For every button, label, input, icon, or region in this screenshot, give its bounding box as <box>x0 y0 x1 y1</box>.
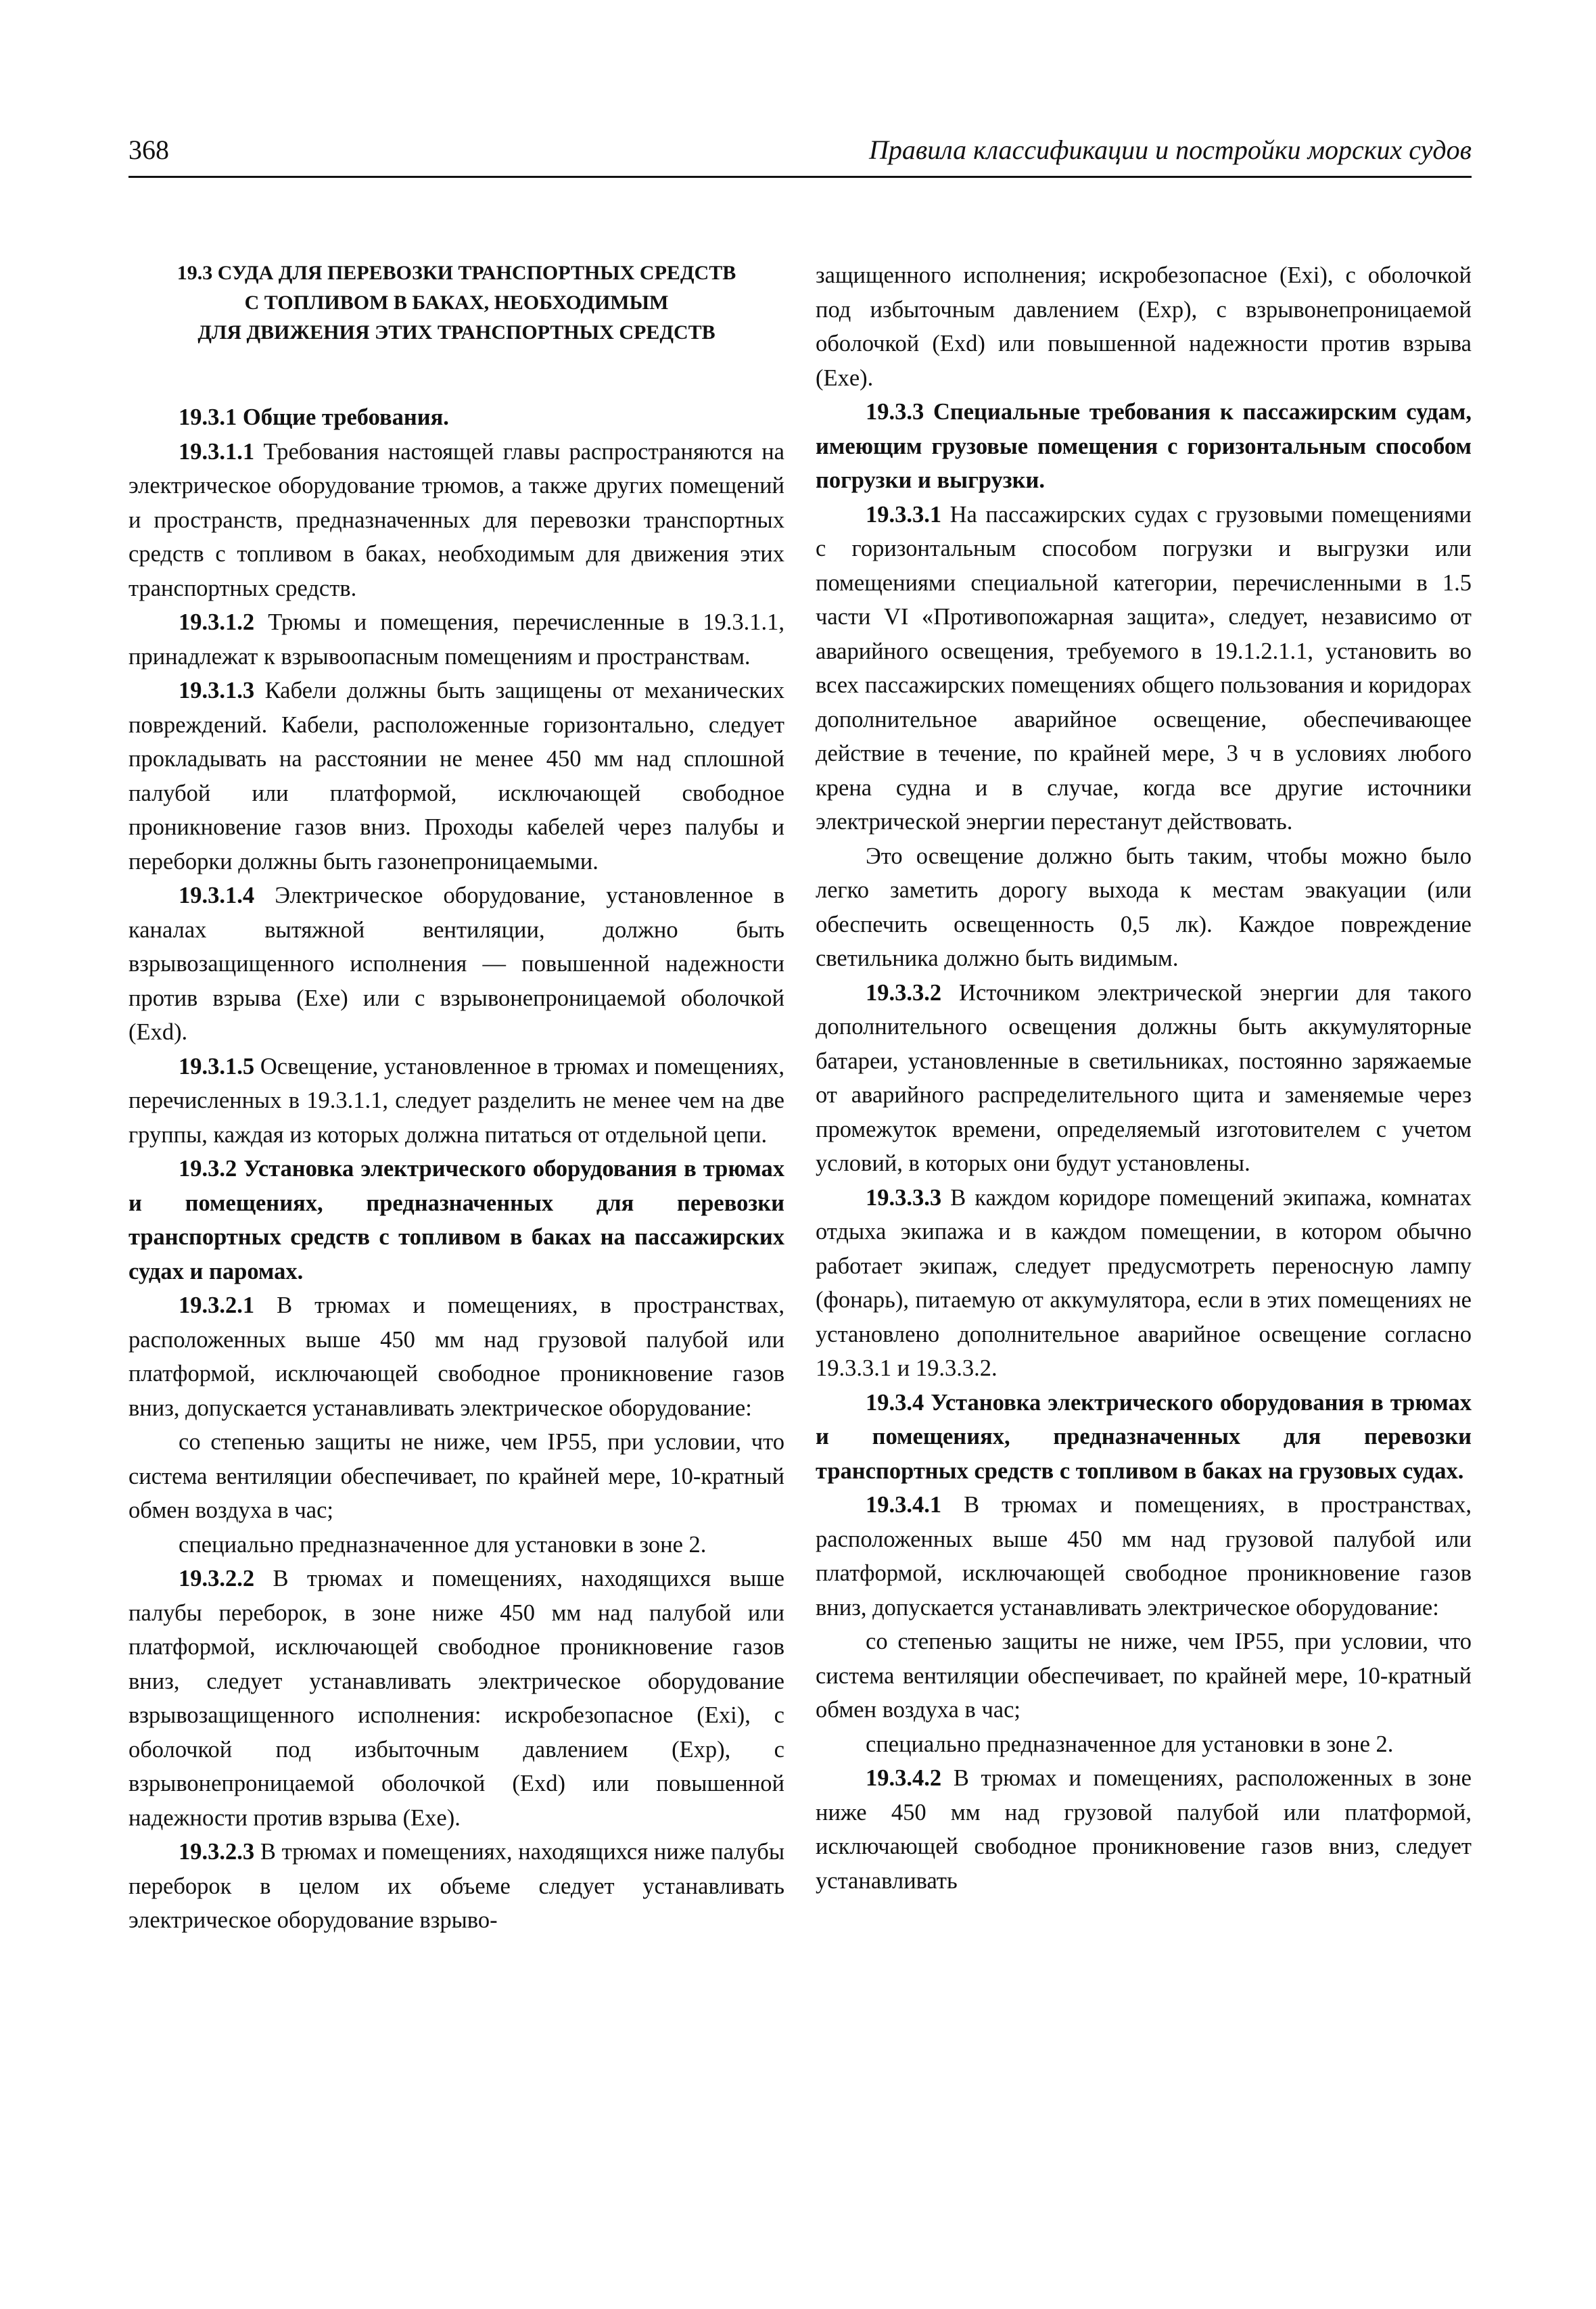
clause-text: специально предназначенное для установки в зоне 2. <box>866 1731 1394 1757</box>
paragraph <box>816 395 1472 498</box>
clause-number: 19.3.3.3 <box>866 1184 942 1211</box>
paragraph <box>128 605 784 674</box>
clause-number: 19.3.4.1 <box>866 1492 942 1518</box>
clause-number: 19.3.2.1 <box>179 1292 255 1318</box>
clause-number: 19.3.1.1 <box>179 438 255 465</box>
paragraph <box>816 1386 1472 1489</box>
clause-text: На пассажирских судах с грузовыми помещениями с горизонтальным способом погрузки и выгрузки или помещениями специальной категории, перечисленными в 1.5 части VI «Противопожарная защита», следует, независимо от аварийного освещения, требуемого в 19.1.2.1.1, установить во всех пассажирских помещениях общего пользования и коридорах дополнительное аварийное освещение, обеспечивающее действие в течение, по крайней мере, 3 ч в условиях любого крена судна и в случае, когда все другие источники электрической энергии перестанут действовать. <box>816 501 1472 835</box>
right-paragraphs <box>816 258 1472 1898</box>
clause-text: Источником электрической энергии для такого дополнительного освещения должны быть аккумуляторные батареи, установленные в светильниках, постоянно заряжаемые от аварийного распределительного щита и заменяемые через промежуток времени, определяемый изготовителем с учетом условий, в которых они будут установлены. <box>816 979 1472 1176</box>
paragraph <box>128 879 784 1050</box>
clause-number: 19.3.4.2 <box>866 1765 942 1791</box>
page-header <box>128 134 1472 178</box>
clause-text: В трюмах и помещениях, находящихся ниже палубы переборок в целом их объеме следует устанавливать электрическое оборудование взрыво- <box>128 1839 784 1933</box>
clause-number: 19.3.1.4 <box>179 883 255 908</box>
clause-text: Кабели должны быть защищены от механических повреждений. Кабели, расположенные горизонтально, следует прокладывать на расстоянии не менее 450 мм над сплошной палубой или платформой, исключающей свободное проникновение газов вниз. Проходы кабелей через палубы и переборки должны быть газонепроницаемыми. <box>128 678 784 874</box>
paragraph <box>816 1761 1472 1898</box>
paragraph <box>128 400 784 435</box>
clause-text: В трюмах и помещениях, в пространствах, расположенных выше 450 мм над грузовой палубой или платформой, исключающей свободное проникновение газов вниз, допускается устанавливать электрическое оборудование: <box>816 1492 1472 1620</box>
clause-text: В трюмах и помещениях, находящихся выше палубы переборок, в зоне ниже 450 мм над палубой или платформой, исключающей свободное проникновение газов вниз, следует устанавливать электрическое оборудование взрывозащищенного исполнения: искробезопасное (Exi), с оболочкой под избыточным давлением (Exp), с взрывонепроницаемой оболочкой (Exd) или повышенной надежности против взрыва (Exe). <box>128 1566 784 1831</box>
clause-number: 19.3.1.5 <box>179 1053 255 1079</box>
clause-number: 19.3.4 Установка электрического оборудования в трюмах и помещениях, предназначенных для перевозки транспортных средств с топливом в баках на грузовых судах. <box>816 1389 1472 1484</box>
paragraph <box>816 1181 1472 1386</box>
left-paragraphs <box>128 400 784 1938</box>
clause-text: со степенью защиты не ниже, чем IP55, при условии, что система вентиляции обеспечивает, по крайней мере, 10-кратный обмен воздуха в час; <box>816 1629 1472 1723</box>
running-title: Правила классификации и постройки морских судов <box>868 135 1472 165</box>
clause-text: Требования настоящей главы распространяются на электрическое оборудование трюмов, а также других помещений и пространств, предназначенных для перевозки транспортных средств с топливом в баках, необходимым для движения этих транспортных средств. <box>128 438 784 601</box>
paragraph <box>816 258 1472 395</box>
paragraph <box>128 1562 784 1835</box>
paragraph <box>128 1835 784 1938</box>
clause-text: защищенного исполнения; искробезопасное (Exi), с оболочкой под избыточным давлением (Exp), с взрывонепроницаемой оболочкой (Exd) или повышенной надежности против взрыва (Exe). <box>816 262 1472 391</box>
clause-number: 19.3.1 Общие требования. <box>179 404 449 430</box>
clause-text: Освещение, установленное в трюмах и помещениях, перечисленных в 19.3.1.1, следует разделить не менее чем на две группы, каждая из которых должна питаться от отдельной цепи. <box>128 1053 784 1148</box>
clause-text: Это освещение должно быть таким, чтобы можно было легко заметить дорогу выхода к местам эвакуации (или обеспечить освещенность 0,5 лк). Каждое повреждение светильника должно быть видимым. <box>816 843 1472 971</box>
clause-text: В каждом коридоре помещений экипажа, комнатах отдыха экипажа и в каждом помещении, в котором обычно работает экипаж, следует предусмотреть переносную лампу (фонарь), питаемую от аккумулятора, если в этих помещениях не установлено дополнительное аварийное освещение согласно 19.3.3.1 и 19.3.3.2. <box>816 1184 1472 1381</box>
section-title-line: ДЛЯ ДВИЖЕНИЯ ЭТИХ ТРАНСПОРТНЫХ СРЕДСТВ <box>197 321 715 344</box>
paragraph <box>128 435 784 606</box>
paragraph <box>816 1727 1472 1762</box>
clause-number: 19.3.3.2 <box>866 979 942 1006</box>
paragraph <box>128 1528 784 1562</box>
clause-number: 19.3.1.2 <box>179 609 255 635</box>
paragraph <box>816 976 1472 1181</box>
clause-number: 19.3.2.3 <box>179 1839 255 1865</box>
paragraph <box>128 1288 784 1425</box>
clause-text: со степенью защиты не ниже, чем IP55, при условии, что система вентиляции обеспечивает, по крайней мере, 10-кратный обмен воздуха в час; <box>128 1429 784 1523</box>
section-title-line: 19.3 СУДА ДЛЯ ПЕРЕВОЗКИ ТРАНСПОРТНЫХ СРЕДСТВ <box>177 262 736 284</box>
clause-text: специально предназначенное для установки в зоне 2. <box>179 1531 707 1558</box>
clause-text: Трюмы и помещения, перечисленные в 19.3.1.1, принадлежат к взрывоопасным помещениям и пространствам. <box>128 609 784 670</box>
clause-number: 19.3.3 Специальные требования к пассажирским судам, имеющим грузовые помещения с горизонтальным способом погрузки и выгрузки. <box>816 399 1472 493</box>
paragraph <box>816 1625 1472 1727</box>
paragraph <box>128 1050 784 1152</box>
page-number: 368 <box>128 135 169 165</box>
paragraph <box>128 1425 784 1528</box>
clause-text: В трюмах и помещениях, в пространствах, расположенных выше 450 мм над грузовой палубой или платформой, исключающей свободное проникновение газов вниз, допускается устанавливать электрическое оборудование: <box>128 1292 784 1421</box>
right-column <box>816 258 1472 1898</box>
paragraph <box>128 1152 784 1288</box>
paragraph <box>816 1488 1472 1625</box>
section-title <box>128 258 784 348</box>
clause-number: 19.3.2 Установка электрического оборудования в трюмах и помещениях, предназначенных для перевозки транспортных средств с топливом в баках на пассажирских судах и паромах. <box>128 1156 784 1284</box>
paragraph <box>816 839 1472 976</box>
left-column <box>128 258 784 1938</box>
clause-text: Электрическое оборудование, установленное в каналах вытяжной вентиляции, должно быть взрывозащищенного исполнения — повышенной надежности против взрыва (Exe) или с взрывонепроницаемой оболочкой (Exd). <box>128 883 784 1045</box>
paragraph <box>128 674 784 879</box>
paragraph <box>816 498 1472 839</box>
clause-number: 19.3.1.3 <box>179 678 255 703</box>
clause-text: В трюмах и помещениях, расположенных в зоне ниже 450 мм над грузовой палубой или платформой, исключающей свободное проникновение газов вниз, следует устанавливать <box>816 1765 1472 1894</box>
section-title-line: С ТОПЛИВОМ В БАКАХ, НЕОБХОДИМЫМ <box>244 291 669 314</box>
clause-number: 19.3.3.1 <box>866 501 942 528</box>
clause-number: 19.3.2.2 <box>179 1566 255 1591</box>
